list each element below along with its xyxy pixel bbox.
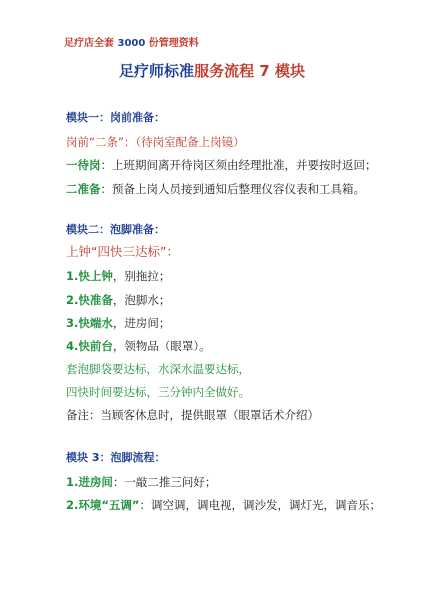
module2-item-3-label: 3.快端水 bbox=[66, 316, 113, 330]
module2-item-1-label: 1.快上钟 bbox=[66, 269, 113, 283]
module2-note: 备注：当顾客休息时，提供眼罩（眼罩话术介绍） bbox=[66, 408, 319, 422]
brand-text-2: 份管理资料 bbox=[145, 38, 199, 49]
module2-item-2 bbox=[66, 292, 170, 308]
brand-header bbox=[64, 34, 199, 49]
module3-item-2-text: ：调空调，调电视，调沙发，调灯光，调音乐； bbox=[139, 498, 381, 512]
title-part-2: 服务流程 7 模块 bbox=[194, 62, 305, 80]
module3-heading: 模块 3：泡脚流程： bbox=[66, 451, 166, 464]
module3-item-1 bbox=[66, 474, 216, 490]
module1-subtitle: 岗前“二条”：（待岗室配备上岗镜） bbox=[66, 135, 245, 149]
module2-heading: 模块二：泡脚准备： bbox=[66, 223, 165, 236]
title-part-1: 足疗师标准 bbox=[119, 62, 195, 80]
module2-item-3 bbox=[66, 315, 170, 331]
brand-highlight: 3000 bbox=[117, 38, 146, 49]
module3-item-1-text: ：一敲二推三问好； bbox=[112, 475, 217, 489]
module2-subtitle: 上钟“四快三达标”： bbox=[66, 244, 179, 259]
module2-standard-line-2: 四快时间要达标，三分钟内全做好。 bbox=[66, 385, 250, 399]
module2-item-1-text: ，别拖拉； bbox=[112, 269, 171, 283]
module1-item-2 bbox=[66, 181, 365, 197]
module1-heading: 模块一：岗前准备： bbox=[66, 111, 165, 124]
module1-item-1 bbox=[66, 157, 377, 173]
document-title bbox=[0, 60, 424, 81]
module3-item-2-label: 2.环境“五调” bbox=[66, 498, 140, 512]
module1-item-1-label: 一待岗 bbox=[66, 158, 101, 172]
module2-item-2-label: 2.快准备 bbox=[66, 293, 113, 307]
brand-text-1: 足疗店全套 bbox=[64, 38, 118, 49]
module1-item-1-text: ：上班期间离开待岗区须由经理批准，并要按时返回； bbox=[100, 158, 377, 172]
module2-item-4-text: ，领物品（眼罩）。 bbox=[112, 339, 211, 353]
module3-item-1-label: 1.进房间 bbox=[66, 475, 113, 489]
module2-item-3-text: ，进房间； bbox=[112, 316, 171, 330]
module2-item-1 bbox=[66, 268, 170, 284]
module2-item-2-text: ，泡脚水； bbox=[112, 293, 171, 307]
module1-item-2-label: 二准备 bbox=[66, 182, 101, 196]
module1-item-2-text: ：预备上岗人员接到通知后整理仪容仪表和工具箱。 bbox=[100, 182, 365, 196]
module2-item-4 bbox=[66, 338, 211, 354]
module3-item-2 bbox=[66, 497, 381, 513]
module2-item-4-label: 4.快前台 bbox=[66, 339, 113, 353]
module2-standard-line-1: 套泡脚袋要达标，水深水温要达标， bbox=[66, 362, 250, 376]
